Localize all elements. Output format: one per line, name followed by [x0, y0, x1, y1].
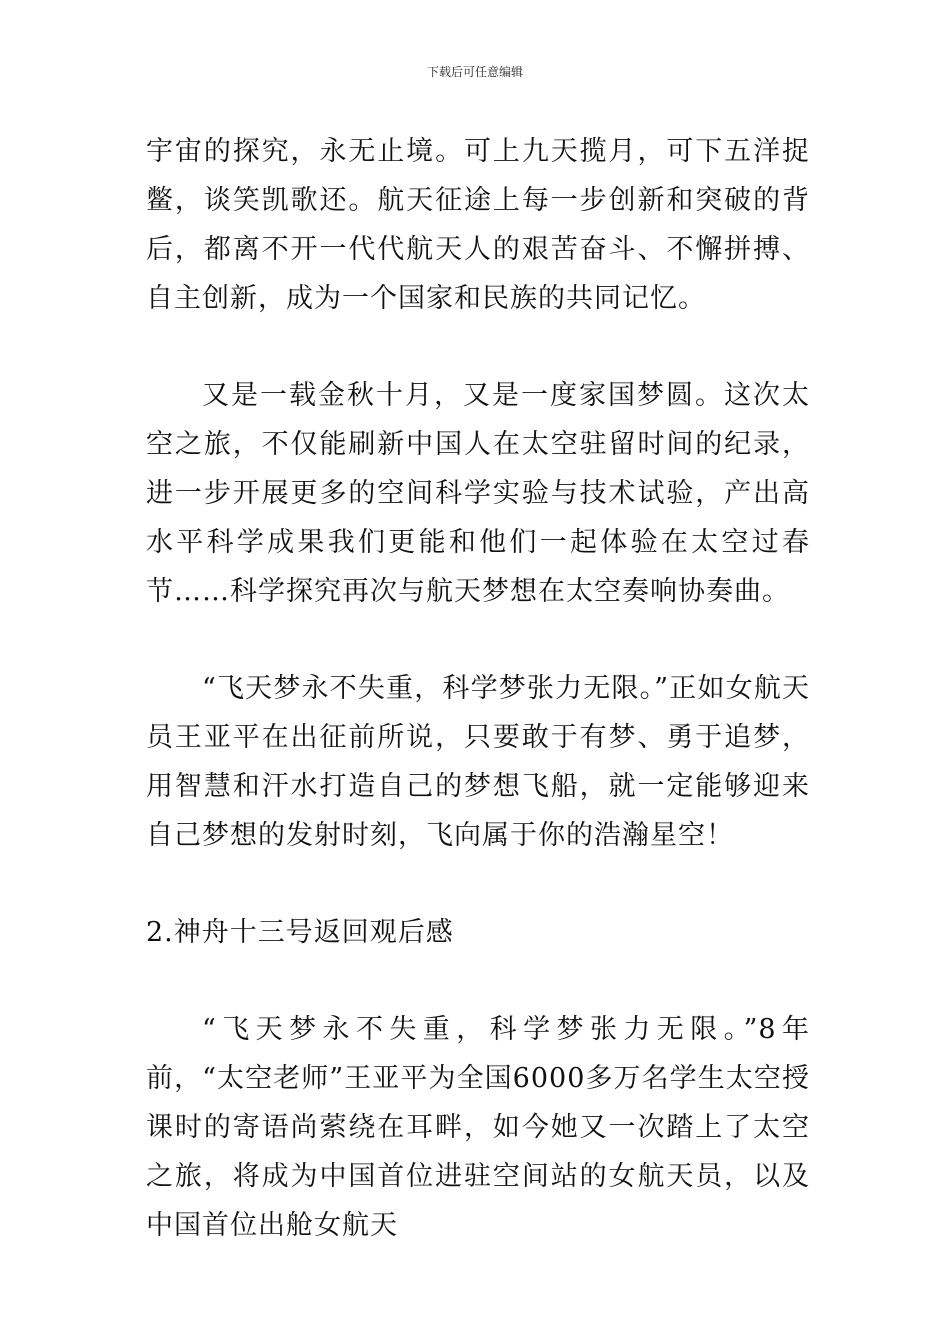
document-body: [146, 127, 810, 1298]
paragraph-october-mission: 又是一载金秋十月，又是一度家国梦圆。这次太空之旅，不仅能刷新中国人在太空驻留时间的纪录，进一步开展更多的空间科学实验与技术试验，产出高水平科学成果我们更能和他们一起体验在太空过春节……科学探究再次与航天梦想在太空奏响协奏曲。: [146, 380, 810, 607]
page-header-note: 下载后可任意编辑: [426, 65, 523, 79]
paragraph-cosmos: 宇宙的探究，永无止境。可上九天揽月，可下五洋捉鳖，谈笑凯歌还。航天征途上每一步创新和突破的背后，都离不开一代代航天人的艰苦奋斗、不懈拼搏、自主创新，成为一个国家和民族的共同记忆。: [146, 136, 810, 314]
section-heading: 2.神舟十三号返回观后感: [146, 917, 454, 948]
paragraph-dream-quote: “飞天梦永不失重，科学梦张力无限。”正如女航天员王亚平在出征前所说，只要敢于有梦、勇于追梦，用智慧和汗水打造自己的梦想飞船，就一定能够迎来自己梦想的发射时刻，飞向属于你的浩瀚星空！: [146, 673, 810, 851]
paragraph-space-teacher: “飞天梦永不失重，科学梦张力无限。”8年前，“太空老师”王亚平为全国6000多万名学生太空授课时的寄语尚萦绕在耳畔，如今她又一次踏上了太空之旅，将成为中国首位进驻空间站的女航天员，以及中国首位出舱女航天: [146, 1014, 810, 1241]
